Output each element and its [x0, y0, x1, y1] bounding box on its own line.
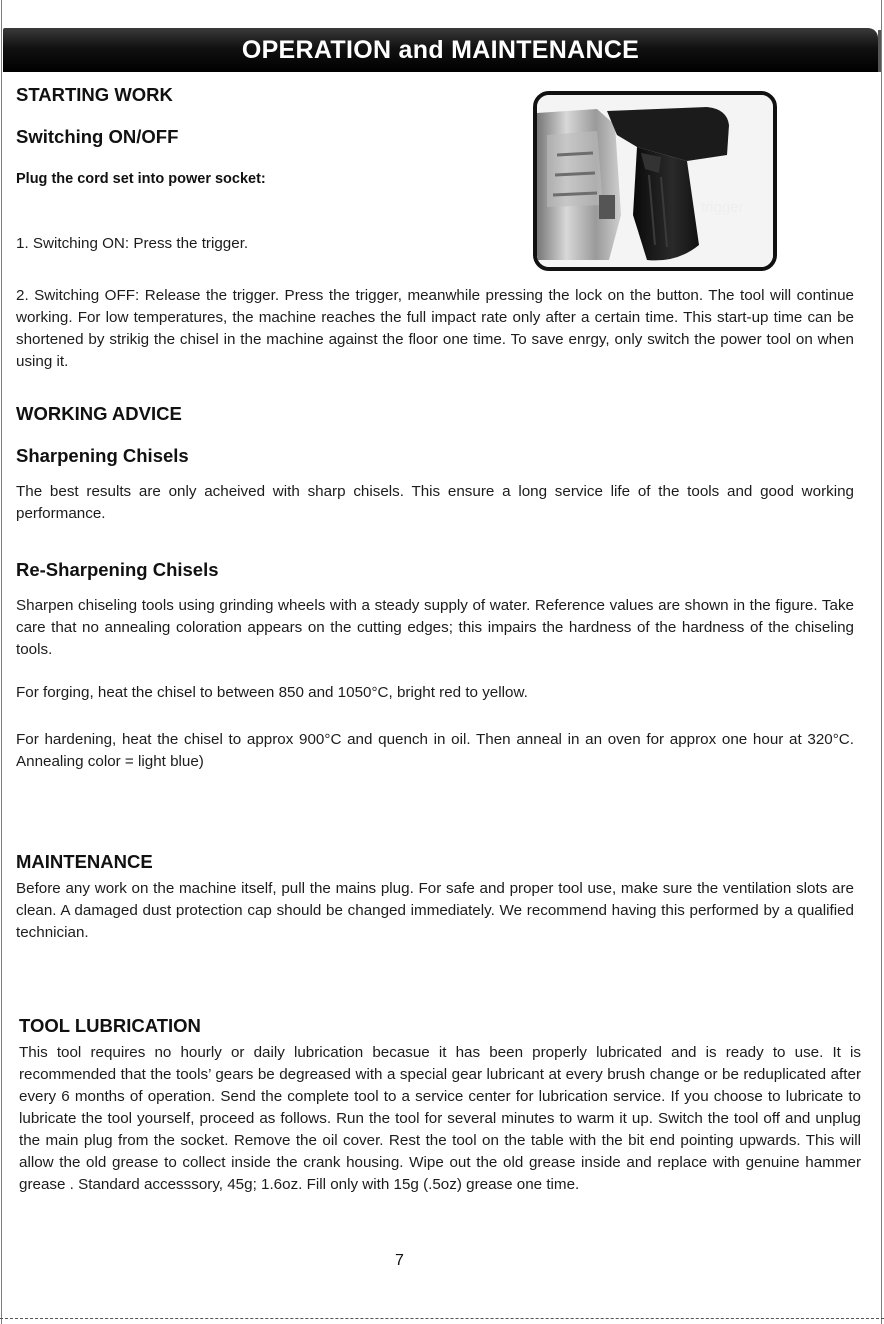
maintenance-text: Before any work on the machine itself, pull the mains plug. For safe and proper tool use, make sure the ventilation slots are clean. A damaged dust protection cap should be changed immediately. We recommend having this performed by a qualified technician.	[16, 880, 854, 941]
trigger-label: trigger	[701, 199, 744, 216]
page-border-bottom	[0, 1318, 884, 1319]
step-switching-off: 2. Switching OFF: Release the trigger. Press the trigger, meanwhile pressing the lock on the button. The tool will continue working. For low temperatures, the machine reaches the full impact rate only after a certain time. This start-up time can be shortened by strikig the chisel in the machine against the floor one time. To save enrgy, only switch the power tool on when using it.	[16, 287, 854, 370]
lubrication-heading: TOOL LUBRICATION	[19, 1015, 201, 1036]
page-title-banner	[3, 28, 878, 72]
resharpening-text: Sharpen chiseling tools using grinding wheels with a steady supply of water. Reference values are shown in the figure. Take care that no annealing coloration appears on the cutting edges; this impairs the hardness of the hardness of the chiseling tools.	[16, 597, 854, 658]
trigger-photo	[533, 91, 777, 271]
maintenance-heading: MAINTENANCE	[16, 851, 153, 872]
working-advice-heading: WORKING ADVICE	[16, 403, 182, 424]
page-number: 7	[395, 1252, 404, 1269]
step-switching-on: 1. Switching ON: Press the trigger.	[16, 235, 249, 252]
banner-shadow	[878, 30, 881, 72]
power-tool-trigger-photo-icon	[537, 95, 773, 267]
plug-instruction: Plug the cord set into power socket:	[16, 171, 266, 187]
sharpening-heading: Sharpening Chisels	[16, 445, 189, 466]
page-title: OPERATION and MAINTENANCE	[241, 35, 640, 64]
hardening-text: For hardening, heat the chisel to approx 900°C and quench in oil. Then anneal in an oven for approx one hour at 320°C. Annealing color = light blue)	[16, 731, 854, 770]
sharpening-text: The best results are only acheived with sharp chisels. This ensure a long service life of the tools and good working performance.	[16, 483, 854, 522]
forging-text: For forging, heat the chisel to between 850 and 1050°C, bright red to yellow.	[16, 684, 528, 701]
page-border-right	[881, 0, 882, 1324]
resharpening-heading: Re-Sharpening Chisels	[16, 559, 219, 580]
starting-work-heading: STARTING WORK	[16, 84, 173, 105]
switching-heading: Switching ON/OFF	[16, 126, 179, 147]
lubrication-text: This tool requires no hourly or daily lubrication becasue it has been properly lubricated and is ready to use. It is recommended that the tools’ gears be degreased with a special gear lubricant at every brush change or be reduplicated after every 6 months of operation. Send the complete tool to a service center for lubrication service. If you choose to lubricate to lubricate the tool yourself, proceed as follows. Run the tool for several minutes to warm it up. Switch the tool off and unplug the main plug from the socket. Remove the oil cover. Rest the tool on the table with the bit end pointing upwards. This will allow the old grease to collect inside the crank housing. Wipe out the old grease inside and replace with genuine hammer grease . Standard accesssory, 45g; 1.6oz. Fill only with 15g (.5oz) grease one time.	[19, 1044, 861, 1193]
page-border-left	[1, 0, 2, 1324]
